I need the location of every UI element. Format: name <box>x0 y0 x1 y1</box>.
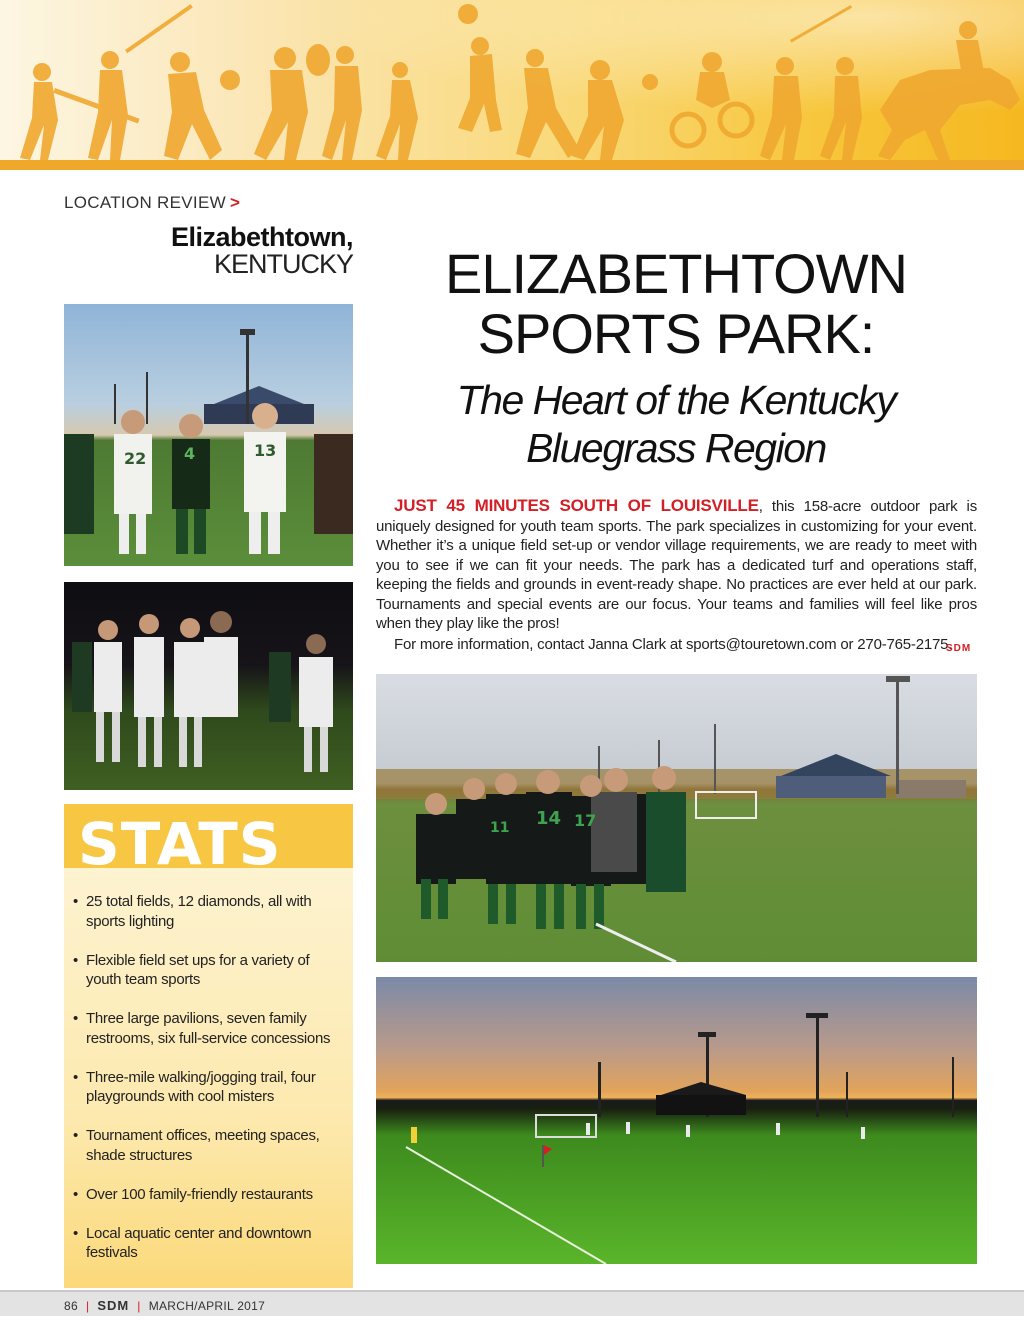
section-label <box>64 193 240 213</box>
contact-line: For more information, contact Janna Clark at sports@touretown.com or 270-765-2175. <box>394 636 953 653</box>
title-line-1: ELIZABETHTOWN <box>444 242 907 305</box>
photo-field-at-dusk <box>376 977 977 1264</box>
stats-item: • Three-mile walking/jogging trail, four playgrounds with cool misters <box>72 1068 342 1107</box>
article-body <box>376 496 977 634</box>
stats-item: • Over 100 family-friendly restaurants <box>72 1185 342 1205</box>
stats-header <box>64 804 353 868</box>
jersey-number: 22 <box>124 449 147 468</box>
magazine-brand: SDM <box>97 1298 130 1313</box>
stats-list <box>72 892 342 1282</box>
stats-heading: STATS <box>78 810 282 868</box>
sports-banner <box>0 0 1024 170</box>
stats-item: • Flexible field set ups for a variety of youth team sports <box>72 951 342 990</box>
page-number: 86 <box>64 1299 78 1313</box>
end-mark: SDM <box>946 643 972 654</box>
stats-item: • Tournament offices, meeting spaces, shade structures <box>72 1126 342 1165</box>
stats-panel <box>64 804 353 1288</box>
section-arrow-icon: > <box>229 193 241 212</box>
photo-team-huddle <box>376 674 977 962</box>
page-footer <box>0 1290 1024 1316</box>
athlete-silhouettes-graphic <box>0 0 1024 170</box>
photo-team-lineup <box>64 304 353 566</box>
stats-item: • Three large pavilions, seven family restrooms, six full-service concessions <box>72 1009 342 1048</box>
location-block <box>171 222 353 280</box>
title-line-2: SPORTS PARK: <box>477 302 875 365</box>
article-title-block <box>376 244 976 472</box>
issue-date: MARCH/APRIL 2017 <box>148 1299 266 1313</box>
footer-separator: | <box>137 1299 141 1313</box>
city-name: Elizabethtown, <box>171 222 353 252</box>
footer-separator: | <box>85 1299 90 1313</box>
photo-team-celebration <box>64 582 353 790</box>
article-title <box>376 244 976 364</box>
subtitle-line-2: Bluegrass Region <box>526 425 826 471</box>
stats-item: • 25 total fields, 12 diamonds, all with sports lighting <box>72 892 342 931</box>
jersey-number: 4 <box>184 444 196 463</box>
article-body-text: , this 158-acre outdoor park is uniquely designed for youth team sports. The park specializes in customizing for your event. Whether it’s a unique field set-up or vendor village requirements, we are ready to meet with you to see if we can fit your needs. The park has a dedicated turf and operations staff, keeping the fields and grounds in event-ready shape. No practices are ever held at our park. Tournaments and special events are our focus. Your teams and families will feel like pros when they play like the pros! <box>376 498 977 632</box>
jersey-number: 11 <box>490 820 510 836</box>
article-subtitle <box>376 376 976 472</box>
section-label-text: LOCATION REVIEW <box>64 193 226 212</box>
stats-item: • Local aquatic center and downtown festivals <box>72 1224 342 1263</box>
jersey-number: 17 <box>574 811 597 830</box>
subtitle-line-1: The Heart of the Kentucky <box>456 377 896 423</box>
jersey-number: 13 <box>254 441 277 460</box>
jersey-number: 14 <box>536 808 562 829</box>
article-lead: JUST 45 MINUTES SOUTH OF LOUISVILLE <box>394 496 759 515</box>
state-name: KENTUCKY <box>213 249 353 279</box>
